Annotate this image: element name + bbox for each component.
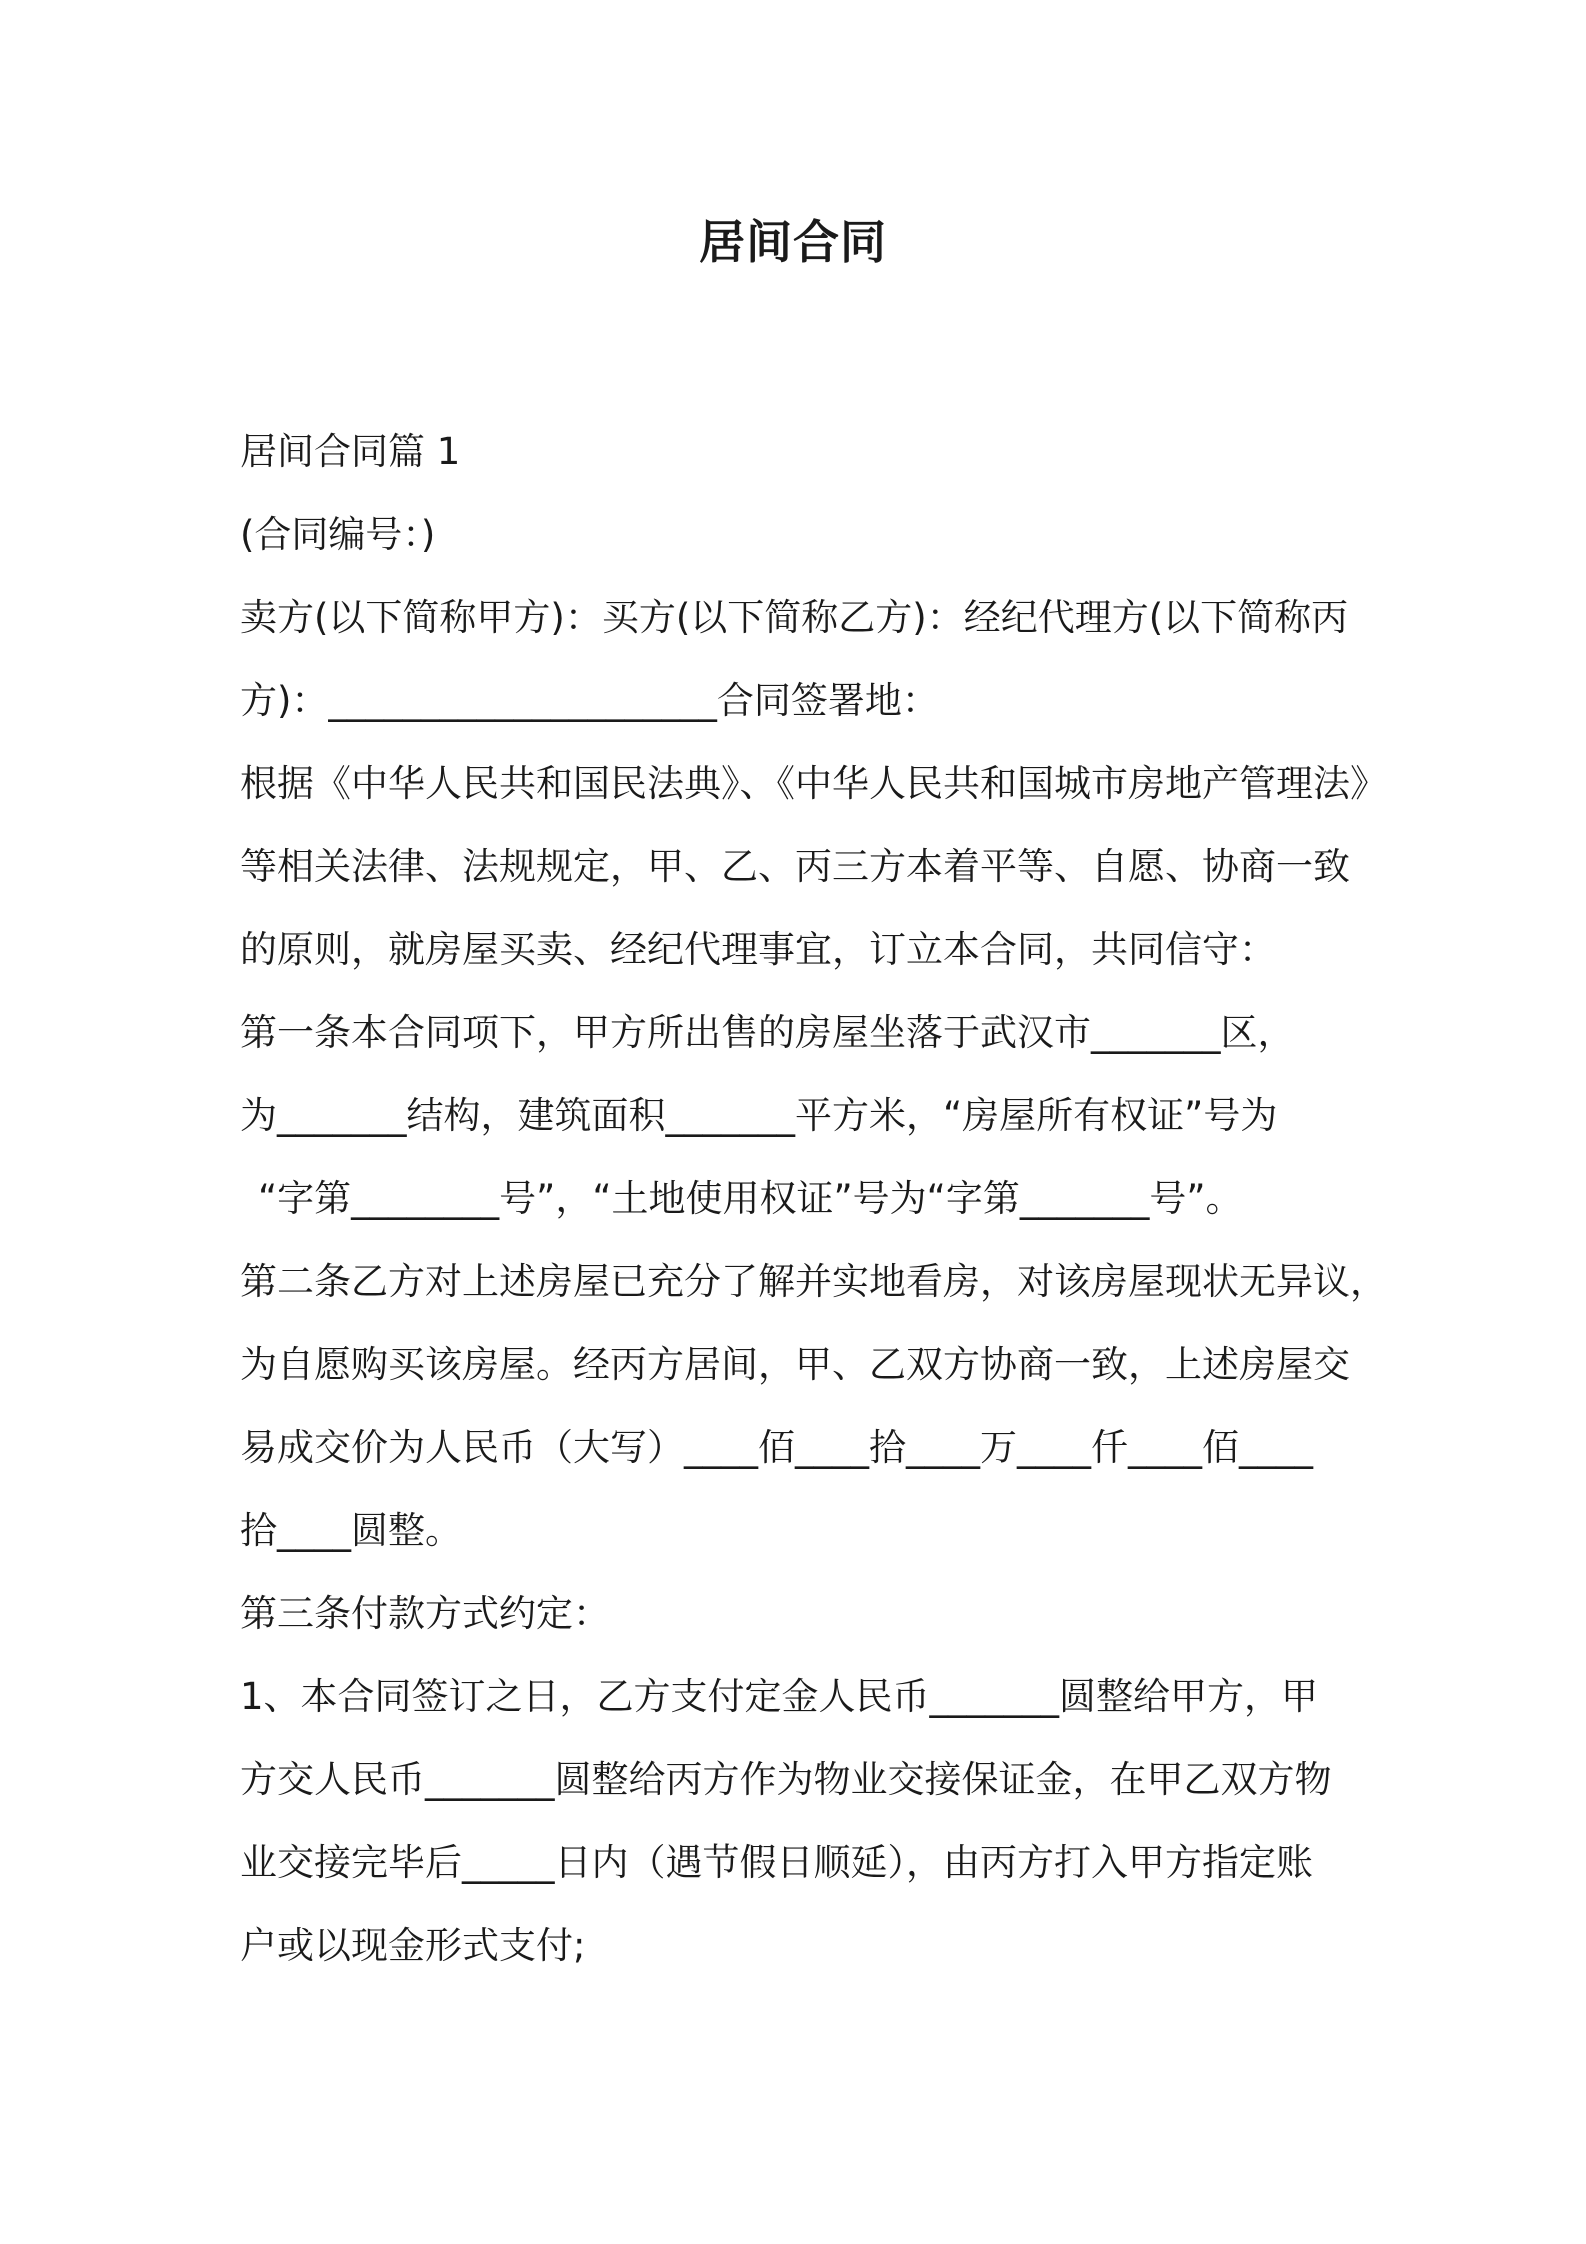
preamble-line: 的原则，就房屋买卖、经纪代理事宜，订立本合同，共同信守： <box>240 928 1276 971</box>
article-3-line: 户或以现金形式支付; <box>240 1924 586 1967</box>
preamble-line: 等相关法律、法规规定，甲、乙、丙三方本着平等、自愿、协商一致 <box>240 845 1350 888</box>
article-3-heading: 第三条付款方式约定： <box>240 1592 610 1635</box>
section-heading: 居间合同篇 1 <box>240 430 461 473</box>
parties-line: 卖方(以下简称甲方)：买方(以下简称乙方)：经纪代理方(以下简称丙 <box>240 596 1349 639</box>
preamble-line: 根据《中华人民共和国民法典》、《中华人民共和国城市房地产管理法》 <box>240 762 1387 805</box>
article-3-line: 1、本合同签订之日，乙方支付定金人民币_______圆整给甲方，甲 <box>240 1675 1319 1718</box>
article-1-line: “字第________号”，“土地使用权证”号为“字第_______号”。 <box>258 1177 1243 1220</box>
document-title: 居间合同 <box>699 215 887 269</box>
article-2-line: 第二条乙方对上述房屋已充分了解并实地看房，对该房屋现状无异议， <box>240 1260 1387 1303</box>
article-1-line: 第一条本合同项下，甲方所出售的房屋坐落于武汉市_______区， <box>240 1011 1295 1054</box>
article-3-line: 业交接完毕后_____日内（遇节假日顺延），由丙方打入甲方指定账 <box>240 1841 1313 1884</box>
document-body <box>240 410 1387 1987</box>
contract-number: (合同编号：) <box>240 513 436 556</box>
article-2-line: 易成交价为人民币（大写）____佰____拾____万____仟____佰____ <box>240 1426 1313 1469</box>
parties-line: 方)：_____________________合同签署地： <box>240 679 939 722</box>
article-3-line: 方交人民币_______圆整给丙方作为物业交接保证金，在甲乙双方物 <box>240 1758 1332 1801</box>
article-1-line: 为_______结构，建筑面积_______平方米，“房屋所有权证”号为 <box>240 1094 1278 1137</box>
article-2-line: 为自愿购买该房屋。经丙方居间，甲、乙双方协商一致，上述房屋交 <box>240 1343 1350 1386</box>
article-2-line: 拾____圆整。 <box>240 1509 462 1552</box>
